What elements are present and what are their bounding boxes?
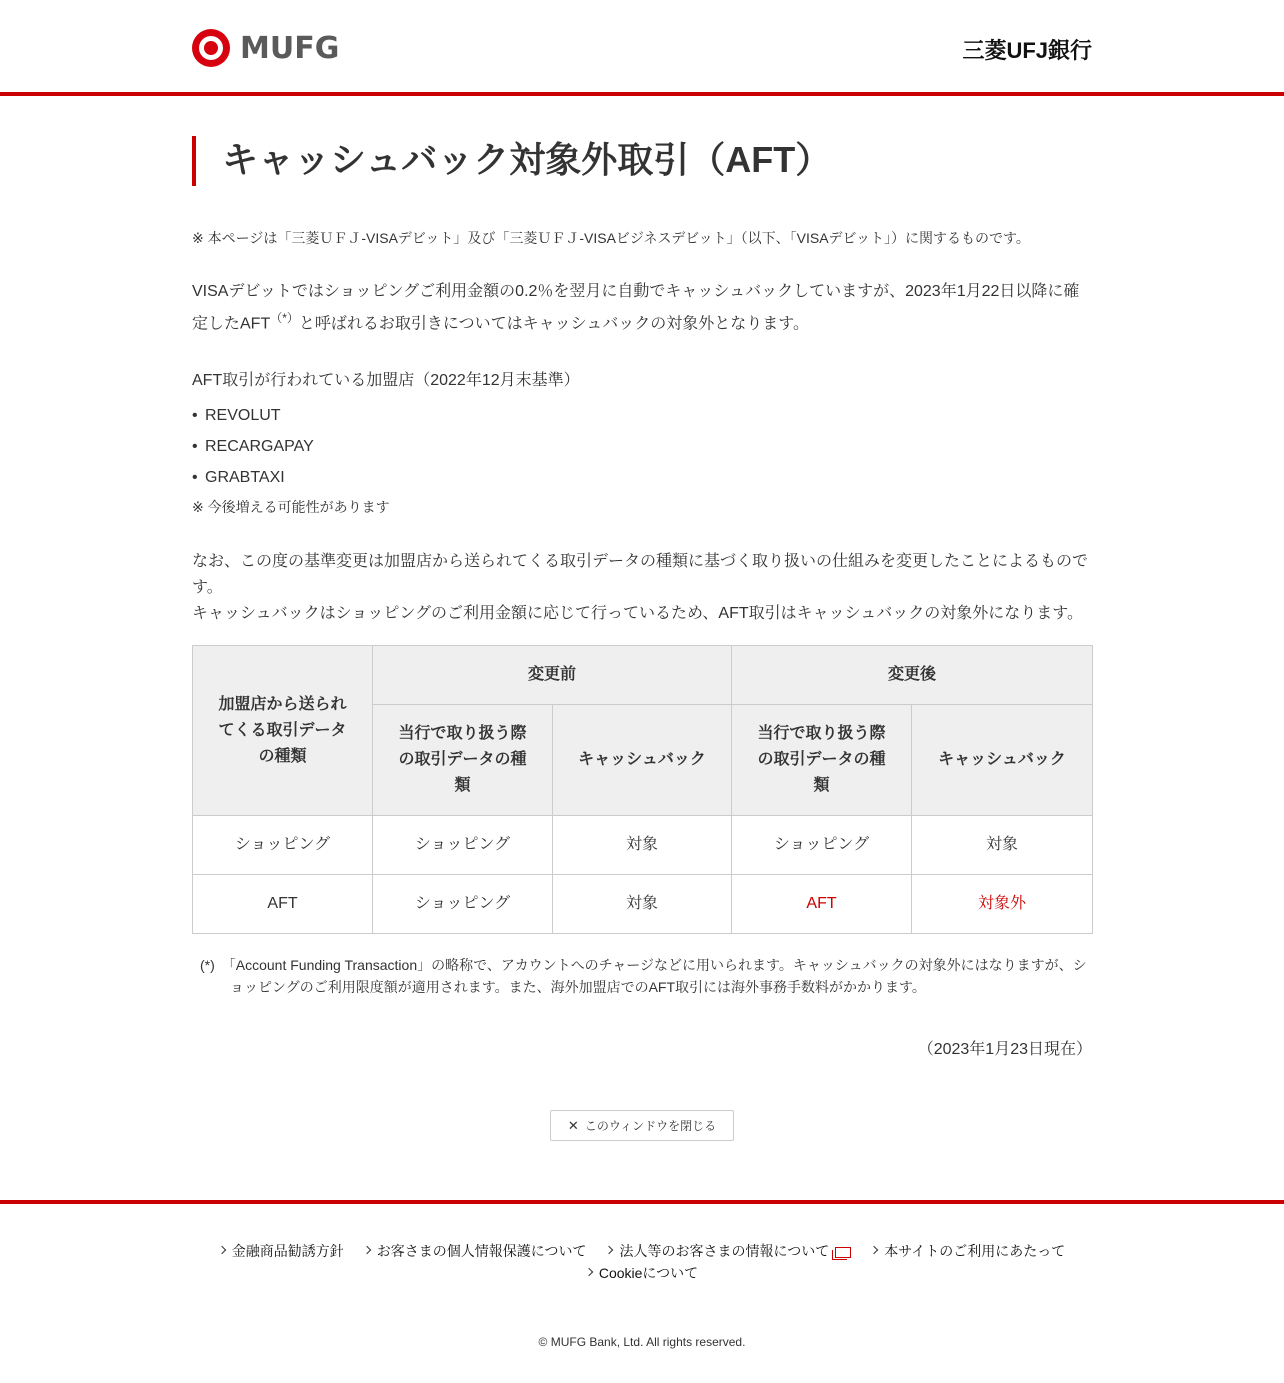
- close-window-button[interactable]: [550, 1110, 734, 1141]
- footer-link-label: 法人等のお客さまの情報について: [619, 1243, 830, 1259]
- footnote-ref: （*）: [270, 311, 299, 325]
- table-cell: 対象: [553, 875, 732, 934]
- title-block: [192, 136, 1092, 186]
- table-cell: AFT: [193, 875, 373, 934]
- main-content: [192, 96, 1092, 1061]
- table-row: [193, 816, 1093, 875]
- footer-link-terms[interactable]: [871, 1240, 1065, 1262]
- merchant-list-heading: AFT取引が行われている加盟店（2022年12月末基準）: [192, 372, 580, 390]
- explanation-paragraph: [192, 549, 1092, 627]
- footer-link-label: お客さまの個人情報保護について: [376, 1243, 587, 1259]
- table-cell-changed: 対象外: [912, 875, 1093, 934]
- table-subheader-label: 当行で取り扱う際の取引データの種類: [757, 725, 886, 795]
- intro-text-2: と呼ばれるお取引きについてはキャッシュバックの対象外となります。: [298, 315, 809, 333]
- logo-text: MUFG: [240, 30, 340, 66]
- close-icon: ✕: [567, 1117, 579, 1133]
- table-header-label: 加盟店から送られてくる取引データの種類: [218, 695, 347, 765]
- footnote: (*) 「Account Funding Transaction」の略称で、アカウントへのチャージなどに用いられます。キャッシュバックの対象外にはなりますが、ショッピングのご利用限度額が適用されます。また、海外加盟店でのAFT取引には海外事務手数料がかかります。: [200, 957, 1087, 996]
- bank-name: 三菱UFJ銀行: [962, 38, 1092, 63]
- mufg-logo[interactable]: [192, 29, 339, 67]
- table-cell: ショッピング: [732, 816, 912, 875]
- table-cell: 対象: [553, 816, 732, 875]
- explanation-line-2: キャッシュバックはショッピングのご利用金額に応じて行っているため、AFT取引はキャッシュバックの対象外になります。: [192, 605, 1084, 623]
- list-item: • REVOLUT: [192, 400, 1092, 431]
- footer-link-label: 金融商品勧誘方針: [231, 1243, 344, 1259]
- footer-link-corporate-info[interactable]: [606, 1240, 851, 1262]
- table-cell: 対象: [912, 816, 1093, 875]
- mufg-logo-icon: [192, 29, 230, 67]
- footer-link-privacy[interactable]: [364, 1240, 587, 1262]
- footer-nav: [192, 1240, 1092, 1284]
- merchant-list: [192, 400, 1092, 493]
- table-header-before: 変更前: [373, 646, 732, 705]
- table-cell: ショッピング: [373, 875, 553, 934]
- explanation-line-1: なお、この度の基準変更は加盟店から送られてくる取引データの種類に基づく取り扱いの仕組みを変更したことによるものです。: [192, 553, 1089, 597]
- footer-divider: [0, 1200, 1284, 1204]
- table-subheader-label: 当行で取り扱う際の取引データの種類: [398, 725, 527, 795]
- table-cell: ショッピング: [373, 816, 553, 875]
- comparison-table: [192, 645, 1093, 934]
- table-cell: ショッピング: [193, 816, 373, 875]
- table-subheader-type: [732, 705, 912, 816]
- table-header-source-type: [193, 646, 373, 816]
- copyright: © MUFG Bank, Ltd. All rights reserved.: [538, 1335, 746, 1349]
- table-header-after: 変更後: [732, 646, 1093, 705]
- merchant-note: ※ 今後増える可能性があります: [192, 499, 390, 516]
- intro-text-1: VISAデビットではショッピングご利用金額の0.2％を翌月に自動でキャッシュバックしていますが、2023年1月22日以降に確定したAFT: [192, 283, 1080, 333]
- scope-note: ※ 本ページは「三菱ＵＦＪ-VISAデビット」及び「三菱ＵＦＪ-VISAビジネスデビット」（以下、「VISAデビット」）に関するものです。: [192, 230, 1030, 246]
- footer-link-cookie[interactable]: [586, 1262, 698, 1284]
- page-title: キャッシュバック対象外取引（AFT）: [222, 139, 832, 180]
- footer-link-label: Cookieについて: [598, 1265, 699, 1281]
- table-subheader-cashback: キャッシュバック: [553, 705, 732, 816]
- close-window-label: このウィンドウを閉じる: [584, 1119, 717, 1133]
- external-window-icon: [835, 1247, 851, 1258]
- list-item: • GRABTAXI: [192, 462, 1092, 493]
- footer-link-label: 本サイトのご利用にあたって: [884, 1243, 1066, 1259]
- intro-paragraph: [192, 279, 1092, 337]
- table-cell-changed: AFT: [732, 875, 912, 934]
- table-row: [193, 875, 1093, 934]
- table-subheader-cashback: キャッシュバック: [912, 705, 1093, 816]
- table-subheader-type: [373, 705, 553, 816]
- site-header: [0, 0, 1284, 92]
- list-item: • RECARGAPAY: [192, 431, 1092, 462]
- as-of-date: （2023年1月23日現在）: [917, 1041, 1092, 1059]
- footer-link-solicitation-policy[interactable]: [219, 1240, 344, 1262]
